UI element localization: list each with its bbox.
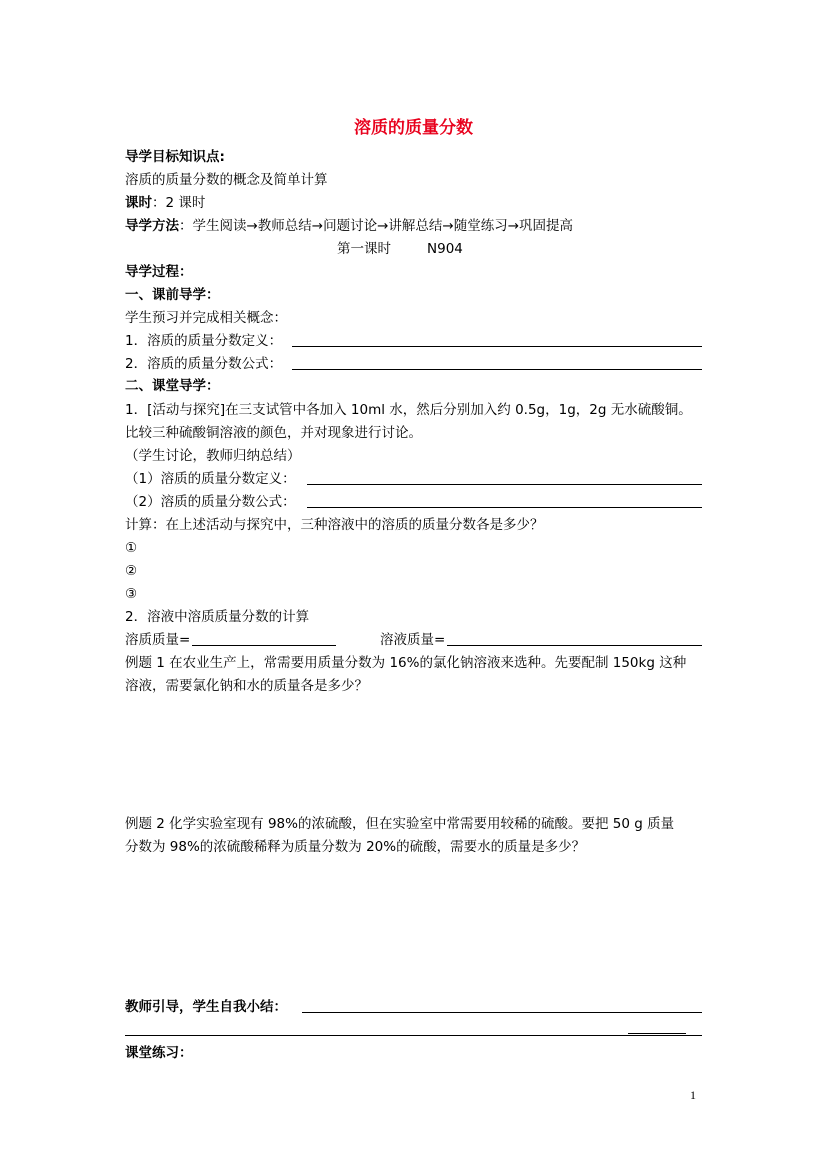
pre-class-intro: 学生预习并完成相关概念： (125, 310, 287, 326)
short-dash (628, 1033, 686, 1034)
activity-line-2: 比较三种硫酸铜溶液的颜色，并对现象进行讨论。 (125, 425, 422, 441)
period-value: ：2 课时 (152, 195, 206, 211)
method-value: ：学生阅读→教师总结→问题讨论→讲解总结→随堂练习→巩固提高 (179, 218, 574, 234)
process-heading: 导学过程： (125, 264, 193, 280)
method-line (125, 217, 573, 235)
objectives-text: 溶质的质量分数的概念及简单计算 (125, 172, 328, 188)
period-label: 课时 (125, 195, 152, 211)
answer-line (125, 1035, 702, 1036)
answer-line (307, 484, 702, 485)
formula-label: （2）溶质的质量分数公式： (125, 494, 296, 510)
pre-class-item-1: 1．溶质的质量分数定义： (125, 333, 283, 349)
page-number: 1 (690, 1088, 696, 1102)
activity-line-1: 1．[活动与探究]在三支试管中各加入 10ml 水，然后分别加入约 0.5g，1g，2g 无水硫酸铜。 (125, 402, 692, 418)
summary-label: 教师引导，学生自我小结： (125, 999, 287, 1015)
in-class-heading: 二、课堂导学： (125, 378, 220, 394)
period-line (125, 194, 205, 212)
pre-class-item-2: 2．溶质的质量分数公式： (125, 356, 283, 372)
example-1-line-1: 例题 1 在农业生产上，常需要用质量分数为 16%的氯化钠溶液来选种。先要配制 150kg 这种 (125, 655, 687, 671)
discussion-note: （学生讨论，教师归纳总结） (125, 448, 301, 464)
definition-label: （1）溶质的质量分数定义： (125, 471, 296, 487)
answer-line (307, 507, 702, 508)
practice-label: 课堂练习： (125, 1045, 193, 1061)
lesson-name: 第一课时 (337, 241, 391, 257)
solute-mass-label: 溶质质量= (125, 632, 191, 648)
answer-mark-1: ① (125, 540, 138, 556)
answer-line (292, 369, 702, 370)
answer-line (292, 346, 702, 347)
example-1-line-2: 溶液，需要氯化钠和水的质量各是多少？ (125, 678, 368, 694)
objectives-heading: 导学目标知识点: (125, 149, 225, 165)
lesson-code: N904 (427, 241, 463, 257)
answer-line (302, 1012, 702, 1013)
answer-line (192, 645, 336, 646)
answer-mark-2: ② (125, 563, 138, 579)
method-label: 导学方法 (125, 218, 179, 234)
pre-class-heading: 一、课前导学： (125, 287, 220, 303)
example-2-line-2: 分数为 98%的浓硫酸稀释为质量分数为 20%的硫酸，需要水的质量是多少？ (125, 839, 586, 855)
answer-line (447, 645, 702, 646)
section-2-heading: 2．溶液中溶质质量分数的计算 (125, 609, 310, 625)
lesson-line (337, 240, 463, 258)
document-title: 溶质的质量分数 (354, 118, 473, 138)
example-2-line-1: 例题 2 化学实验室现有 98%的浓硫酸，但在实验室中常需要用较稀的硫酸。要把 50 g 质量 (125, 816, 675, 832)
answer-mark-3: ③ (125, 586, 138, 602)
solution-mass-label: 溶液质量= (380, 632, 446, 648)
calc-question: 计算：在上述活动与探究中，三种溶液中的溶质的质量分数各是多少？ (125, 517, 544, 533)
